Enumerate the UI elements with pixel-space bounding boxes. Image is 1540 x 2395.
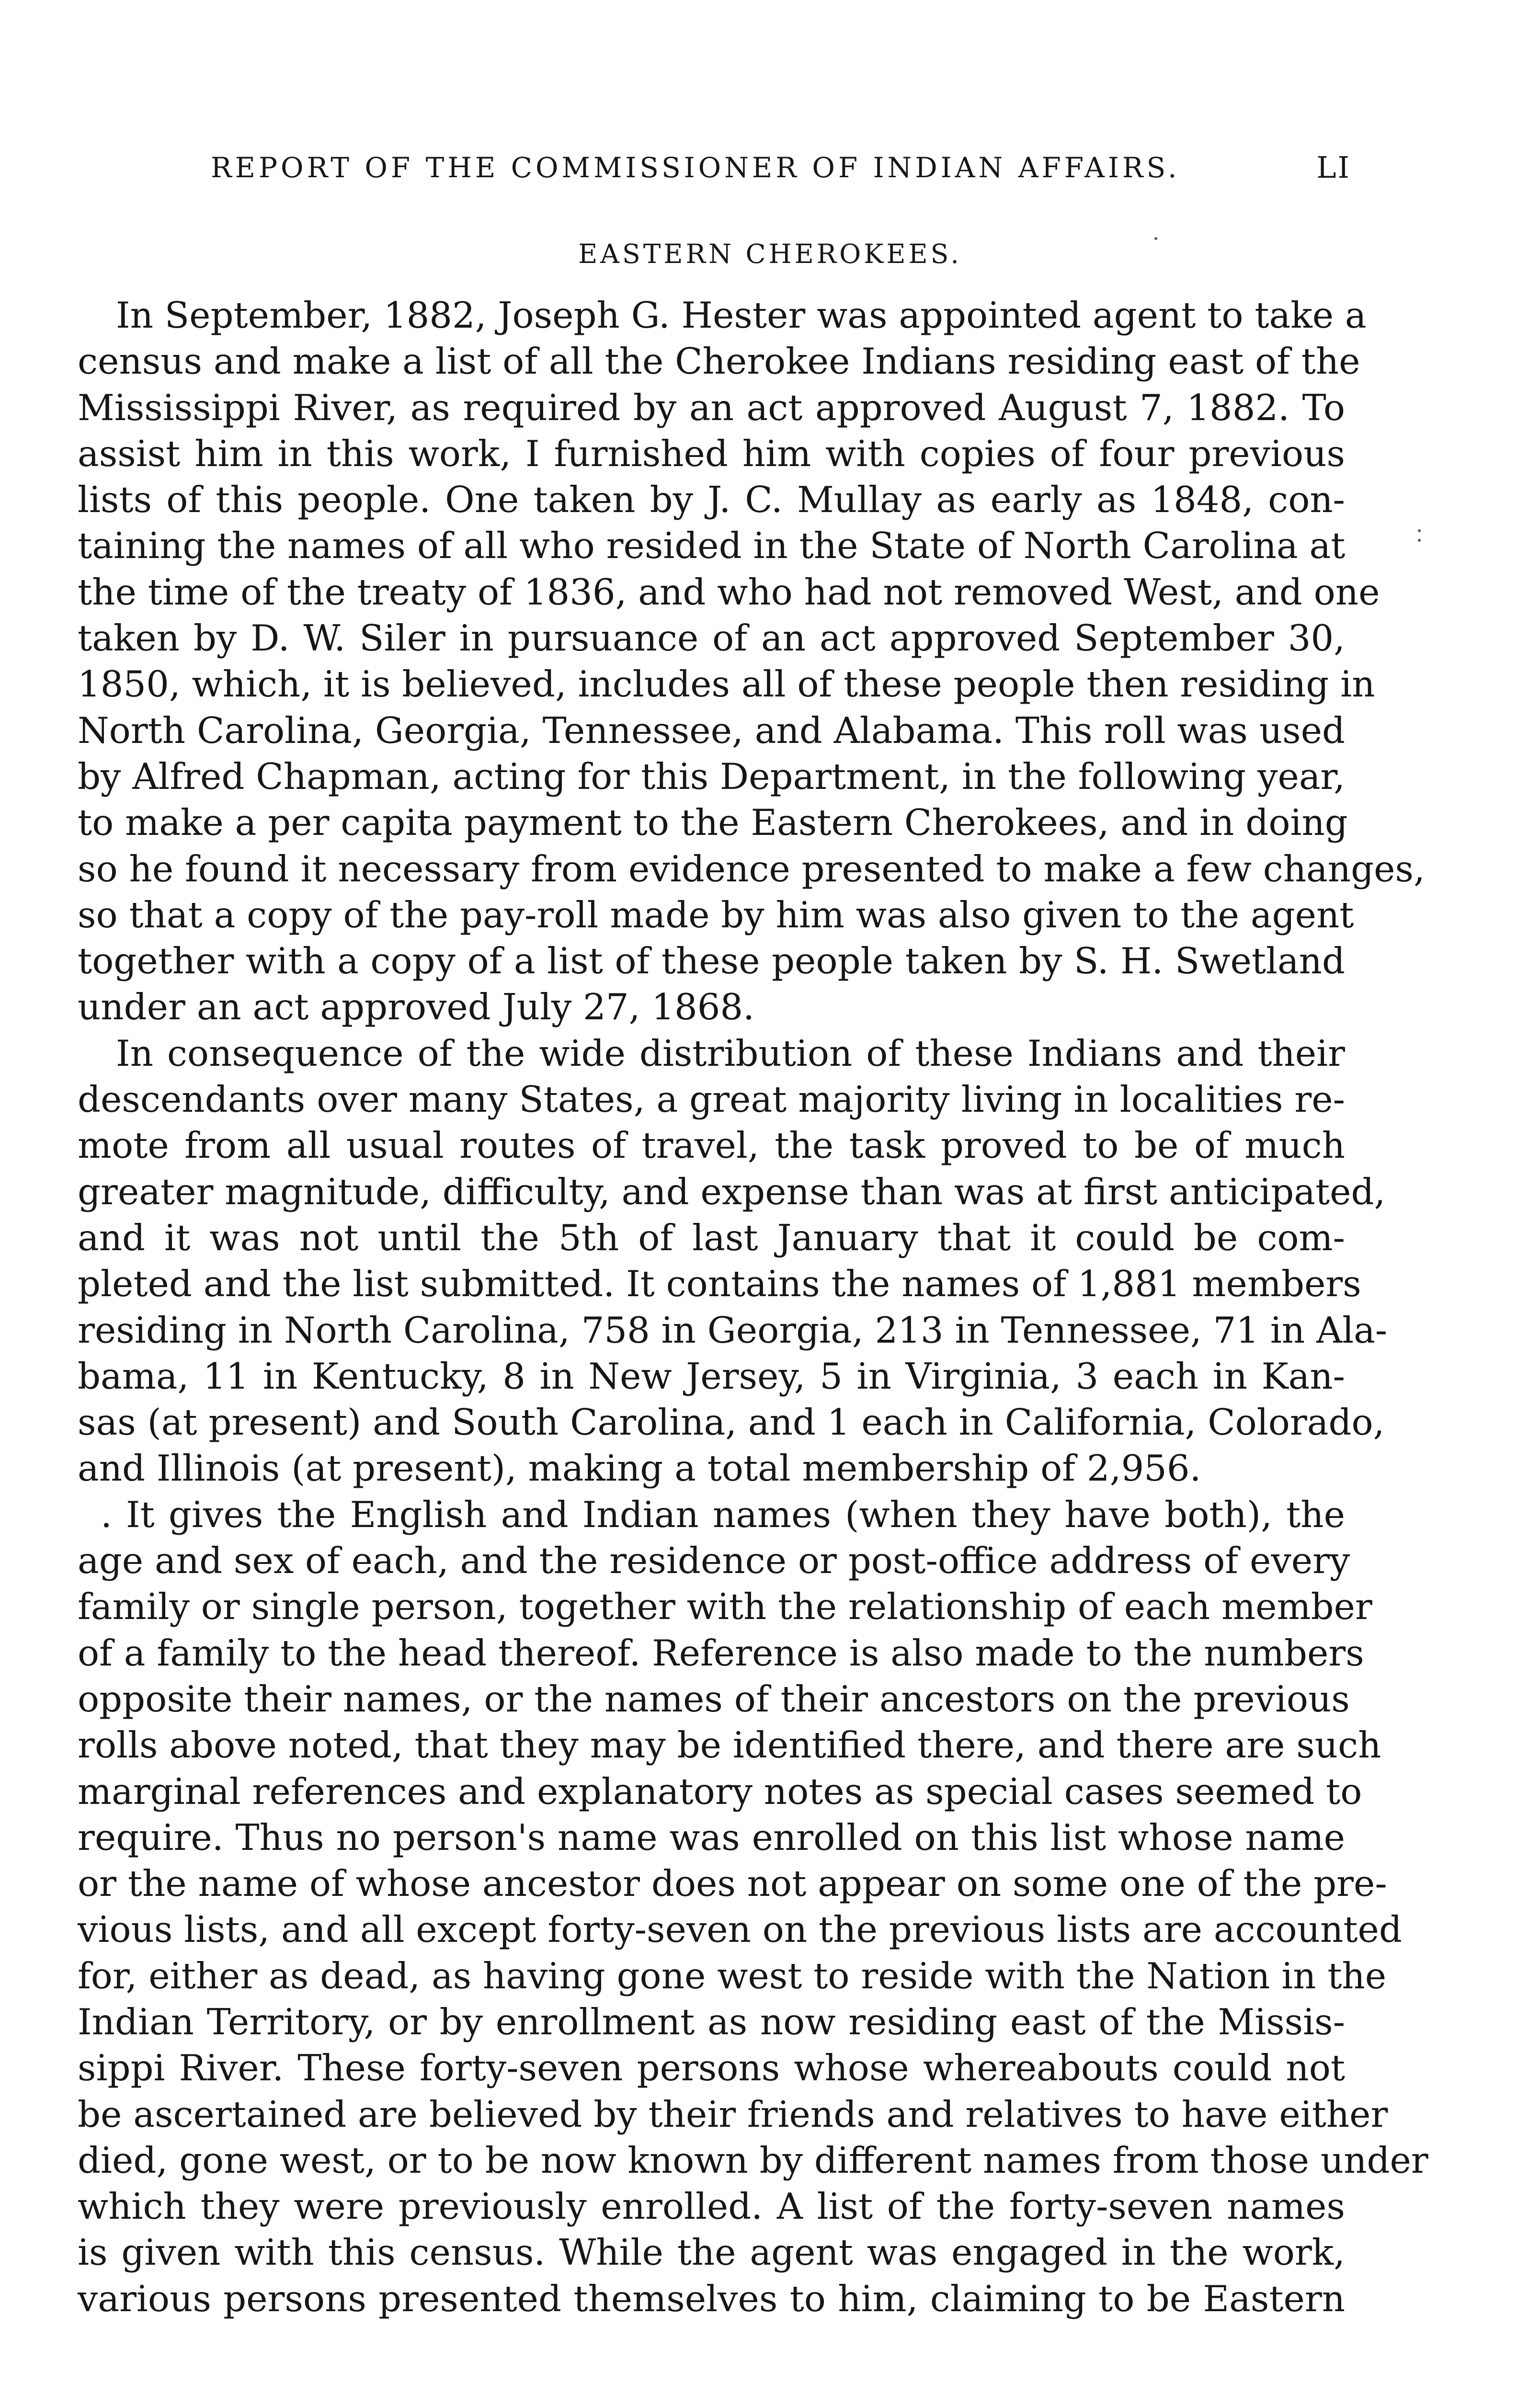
text-line: vious lists, and all except forty-seven on the previous lists are accounted	[78, 1908, 1402, 1951]
text-line: the time of the treaty of 1836, and who had not removed West, and one	[78, 570, 1380, 613]
paragraph-1	[78, 292, 1425, 1030]
text-line: pleted and the list submitted. It contains the names of 1,881 members	[78, 1263, 1361, 1305]
running-title: REPORT OF THE COMMISSIONER OF INDIAN AFFAIRS.	[211, 151, 1180, 184]
text-line: age and sex of each, and the residence or post-office address of every	[78, 1540, 1350, 1582]
text-line: and Illinois (at present), making a total membership of 2,956.	[78, 1447, 1201, 1490]
text-line: by Alfred Chapman, acting for this Department, in the following year,	[78, 755, 1345, 798]
section-heading: EASTERN CHEROKEES.	[578, 239, 962, 269]
page-number: LI	[1316, 150, 1351, 185]
text-line: of a family to the head thereof. Reference is also made to the numbers	[78, 1631, 1364, 1674]
paragraph-2	[78, 1030, 1388, 1492]
text-line: together with a copy of a list of these people taken by S. H. Swetland	[78, 940, 1345, 982]
text-line: Mississippi River, as required by an act approved August 7, 1882. To	[78, 386, 1345, 429]
text-line: under an act approved July 27, 1868.	[78, 986, 754, 1028]
text-line: is given with this census. While the agent was engaged in the work,	[78, 2231, 1345, 2274]
text-line: residing in North Carolina, 758 in Georgia, 213 in Tennessee, 71 in Ala-	[78, 1309, 1388, 1351]
text-line: to make a per capita payment to the Eastern Cherokees, and in doing	[78, 801, 1348, 844]
text-line: for, either as dead, as having gone west to reside with the Nation in the	[78, 1954, 1387, 1997]
text-line: require. Thus no person's name was enrolled on this list whose name	[78, 1816, 1345, 1859]
text-line: rolls above noted, that they may be identified there, and there are such	[78, 1724, 1381, 1767]
text-line: marginal references and explanatory notes as special cases seemed to	[78, 1770, 1362, 1813]
text-line: Indian Territory, or by enrollment as now residing east of the Missis-	[78, 2000, 1345, 2043]
text-line: or the name of whose ancestor does not appear on some one of the pre-	[78, 1862, 1387, 1905]
text-line: taining the names of all who resided in the State of North Carolina at	[78, 525, 1346, 567]
text-line: In consequence of the wide distribution of these Indians and their	[116, 1032, 1345, 1074]
text-line: census and make a list of all the Cherokee Indians residing east of the	[78, 340, 1360, 383]
text-line: opposite their names, or the names of their ancestors on the previous	[78, 1677, 1350, 1720]
running-head	[211, 148, 1351, 187]
body-text	[78, 292, 1428, 2322]
text-line: bama, 11 in Kentucky, 8 in New Jersey, 5 in Virginia, 3 each in Kan-	[78, 1355, 1345, 1397]
scan-speck	[1418, 529, 1421, 532]
scan-speck	[1154, 237, 1157, 240]
text-line: family or single person, together with the relationship of each member	[78, 1585, 1372, 1628]
paragraph-3	[78, 1492, 1428, 2322]
scan-speck	[1418, 539, 1421, 542]
text-line: 1850, which, it is believed, includes all of these people then residing in	[78, 663, 1375, 706]
text-line: which they were previously enrolled. A list of the forty-seven names	[78, 2185, 1345, 2228]
text-line: . It gives the English and Indian names (when they have both), the	[101, 1493, 1345, 1536]
text-line: taken by D. W. Siler in pursuance of an act approved September 30,	[78, 617, 1345, 660]
text-line: greater magnitude, difficulty, and expense than was at first anticipated,	[78, 1170, 1386, 1213]
text-line: sippi River. These forty-seven persons whose whereabouts could not	[78, 2047, 1345, 2089]
text-line: and it was not until the 5th of last January that it could be com-	[78, 1216, 1345, 1259]
text-line: lists of this people. One taken by J. C. Mullay as early as 1848, con-	[78, 479, 1345, 521]
text-line: various persons presented themselves to him, claiming to be Eastern	[78, 2277, 1345, 2320]
text-line: be ascertained are believed by their friends and relatives to have either	[78, 2093, 1388, 2135]
text-line: assist him in this work, I furnished him with copies of four previous	[78, 432, 1345, 475]
text-line: so that a copy of the pay-roll made by him was also given to the agent	[78, 893, 1354, 936]
text-line: mote from all usual routes of travel, the task proved to be of much	[78, 1124, 1345, 1167]
text-line: descendants over many States, a great majority living in localities re-	[78, 1078, 1345, 1121]
text-line: died, gone west, or to be now known by different names from those under	[78, 2139, 1428, 2181]
text-line: North Carolina, Georgia, Tennessee, and Alabama. This roll was used	[78, 709, 1345, 752]
text-line: sas (at present) and South Carolina, and 1 each in California, Colorado,	[78, 1401, 1385, 1444]
text-line: so he found it necessary from evidence presented to make a few changes,	[78, 847, 1425, 890]
text-line: In September, 1882, Joseph G. Hester was appointed agent to take a	[116, 294, 1367, 336]
